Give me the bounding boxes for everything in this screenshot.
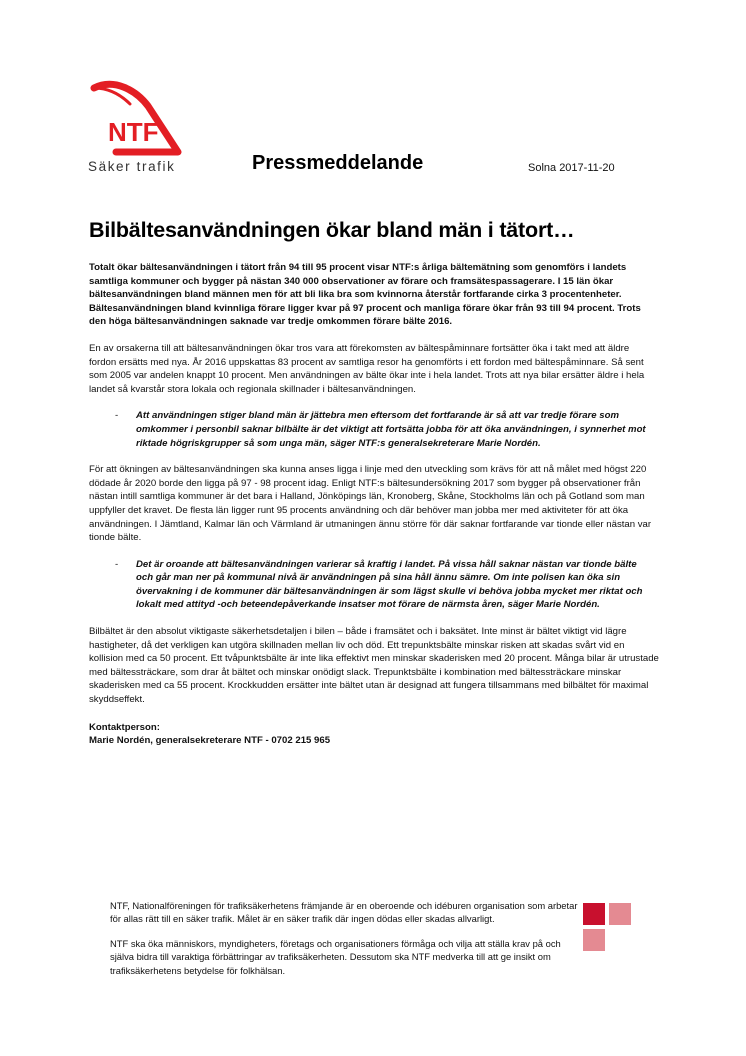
article-paragraph: För att ökningen av bältesanvändningen ska kunna anses ligga i linje med den utveckling som krävs för att nå målet med högst 220 dödade år 2020 borde den ligga på 97 - 98 procent idag. Enligt NTF:s bältesundersökning 2017 som bygger på observationer från nästan intill samtliga kommuner är det bara i Halland, Jönköpings län, Kronoberg, Skåne, Stockholms län och på Gotland som man uppfyller det kravet. De flesta län ligger runt 95 procents användning och där behöver man jobba mer med aktiviteter för att öka användningen. I Jämtland, Kalmar län och Värmland är utmaningen ännu större för där saknar fortfarande var tionde eller nästan var tionde bälte. [89, 464, 652, 544]
document-type: Pressmeddelande [252, 152, 424, 174]
footer-paragraph: NTF ska öka människors, myndigheters, företags och organisationers förmåga och vilja att ställa krav på och själva bidra till varaktiga förbättringar av trafiksäkerheten. Dessutom ska NTF medverka till att ge insikt om trafiksäkerhetens betydelse för folkhälsan. [110, 937, 561, 976]
article-lead: Totalt ökar bältesanvändningen i tätort från 94 till 95 procent visar NTF:s årliga bältemätning som genomförs i landets samtliga kommuner och bygger på nästan 340 000 observationer av förare och framsätespassagerare. I 15 län ökar bältesanvändningen bland männen men för att bli lika bra som kvinnorna återstår fortfarande cirka 3 procentenheter. Bältesanvändningen bland kvinnliga förare ligger kvar på 97 procent och manliga förare ökar från 93 till 94 procent. Trots den höga bältesanvändningen saknade var tredje omkommen förare bälte 2016. [89, 262, 641, 328]
decor-square [583, 903, 605, 925]
quote-text: Att användningen stiger bland män är jättebra men eftersom det fortfarande är så att var tredje förare som omkommer i personbil saknar bilbälte är det viktigt att fortsätta jobba för att öka användningen, i synnerhet mot riktade högriskgrupper så som unga män, säger NTF:s generalsekreterare Marie Nordén. [136, 410, 646, 449]
quote-dash: - [115, 558, 119, 570]
contact-label: Kontaktperson: [89, 721, 160, 733]
logo-tagline: Säker trafik [88, 159, 176, 174]
quote-text: Det är oroande att bältesanvändningen varierar så kraftig i landet. På vissa håll saknar nästan var tionde bälte och går man ner på kommunal nivå är användningen på sina håll ännu sämre. Om inte polisen kan öka sin övervakning i de kommuner där bältesanvändningen är som lägst skulle vi behöva jobba mycket mer riktat och lokalt med attityd -och beteendepåverkande insatser mot förare de närmsta åren, säger Marie Nordén. [136, 558, 643, 611]
footer [110, 899, 580, 988]
article-paragraph: En av orsakerna till att bältesanvändningen ökar tros vara att förekomsten av bältespåminnare fortsätter öka i takt med att äldre fordon ersätts med nya. År 2016 uppskattas 83 procent av samtliga resor ha genomförts i ett fordon med bältespåminnare. Så sent som 2005 var andelen knappt 10 procent. Men användningen av bälte ökar inte i hela landet. Trots att nya bilar ersätter äldre i hela landet så kvarstår stora lokala och regionala skillnader i bältesanvändningen. [89, 342, 645, 395]
article-body [89, 261, 659, 761]
decor-square [609, 903, 631, 925]
red-arc-triangle-icon [86, 80, 196, 158]
article-paragraph: Bilbältet är den absolut viktigaste säkerhetsdetaljen i bilen – både i framsätet och i baksätet. Inte minst är bältet viktigt vid lägre hastigheter, då det verkligen kan utgöra skillnaden mellan liv och död. Ett trepunktsbälte minskar risken att skadas svårt vid en kollision med ca 50 procent. Ett tvåpunktsbälte är inte lika effektivt men minskar skaderisken med 20 procent. Många bilar är utrustade med bältessträckare, som drar åt bältet och minskar onödigt slack. Trepunktsbälte i kombination med bältessträckare minskar skaderisken med ca 55 procent. Krockkudden ersätter inte bältet utan är designad att fungera tillsammans med bilbältet för maximal skyddseffekt. [89, 626, 659, 706]
decor-square [583, 929, 605, 951]
decorative-squares [583, 903, 635, 955]
article-title: Bilbältesanvändningen ökar bland män i tätort… [89, 218, 575, 242]
contact-block [89, 721, 659, 748]
article-quote [89, 558, 651, 612]
quote-dash: - [115, 410, 119, 422]
article-quote [89, 409, 651, 450]
footer-paragraph: NTF, Nationalföreningen för trafiksäkerhetens främjande är en oberoende och idéburen organisation som arbetar för allas rätt till en säker trafik. Målet är en säker trafik där ingen dödas eller skadas allvarligt. [110, 900, 578, 925]
document-date: Solna 2017-11-20 [528, 162, 615, 174]
logo-text: NTF [108, 117, 159, 147]
ntf-logo [86, 80, 196, 175]
contact-person: Marie Nordén, generalsekreterare NTF - 0702 215 965 [89, 735, 331, 747]
